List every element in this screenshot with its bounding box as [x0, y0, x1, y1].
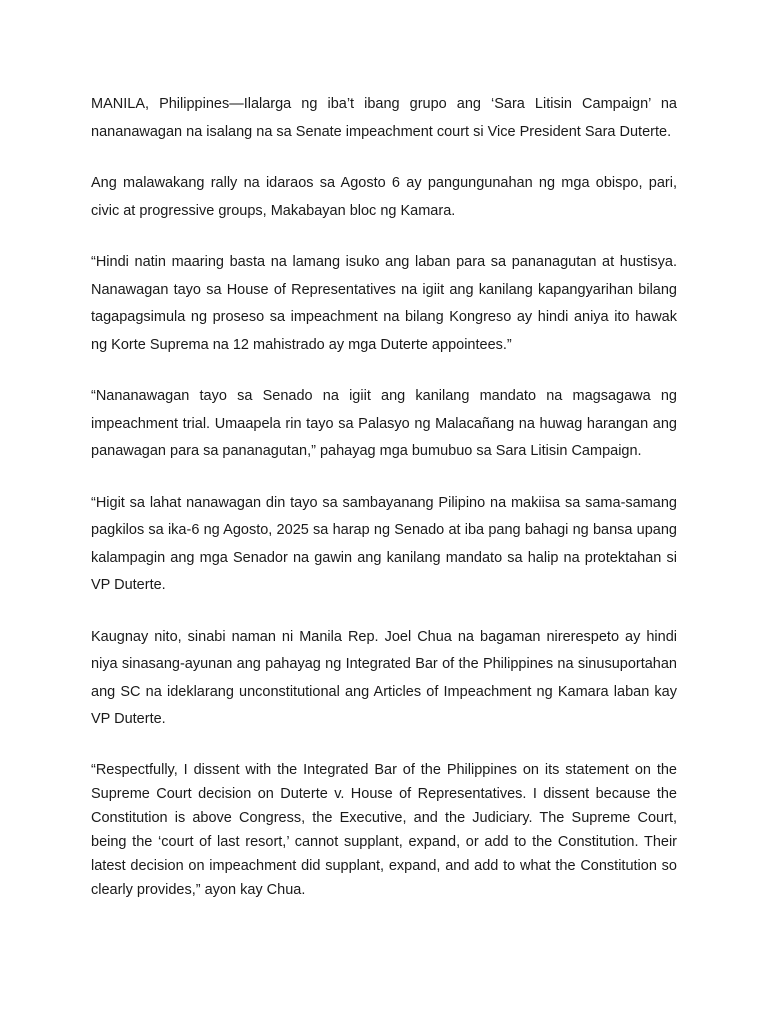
paragraph-1: MANILA, Philippines—Ilalarga ng iba’t ibang grupo ang ‘Sara Litisin Campaign’ na nananawagan na isalang na sa Senate impeachment court si Vice President Sara Duterte.: [91, 96, 677, 140]
paragraph-4: “Nananawagan tayo sa Senado na igiit ang kanilang mandato na magsagawa ng impeachment trial. Umaapela rin tayo sa Palasyo ng Malacañang na huwag harangan ang panawagan para sa pananagutan,” pahayag mga bumubuo sa Sara Litisin Campaign.: [91, 388, 677, 459]
document-body: [91, 91, 677, 926]
paragraph-5: “Higit sa lahat nanawagan din tayo sa sambayanang Pilipino na makiisa sa sama-samang pagkilos sa ika-6 ng Agosto, 2025 sa harap ng Senado at iba pang bahagi ng bansa upang kalampagin ang mga Senador na gawin ang kanilang mandato sa halip na protektahan si VP Duterte.: [91, 494, 677, 593]
paragraph-2: Ang malawakang rally na idaraos sa Agosto 6 ay pangungunahan ng mga obispo, pari, civic at progressive groups, Makabayan bloc ng Kamara.: [91, 175, 677, 219]
paragraph-7: “Respectfully, I dissent with the Integrated Bar of the Philippines on its statement on the Supreme Court decision on Duterte v. House of Representatives. I dissent because the Constitution is above Congress, the Executive, and the Judiciary. The Supreme Court, being the ‘court of last resort,’ cannot supplant, expand, or add to the Constitution. Their latest decision on impeachment did supplant, expand, and add to what the Constitution so clearly provides,” ayon kay Chua.: [91, 761, 677, 898]
paragraph-6: Kaugnay nito, sinabi naman ni Manila Rep. Joel Chua na bagaman nirerespeto ay hindi niya sinasang-ayunan ang pahayag ng Integrated Bar of the Philippines na sinusuportahan ang SC na ideklarang unconstitutional ang Articles of Impeachment ng Kamara laban kay VP Duterte.: [91, 628, 677, 727]
paragraph-3: “Hindi natin maaring basta na lamang isuko ang laban para sa pananagutan at hustisya. Nanawagan tayo sa House of Representatives na igiit ang kanilang kapangyarihan bilang tagapagsimula ng proseso sa impeachment na bilang Kongreso ay hindi aniya ito hawak ng Korte Suprema na 12 mahistrado ay mga Duterte appointees.”: [91, 254, 677, 353]
